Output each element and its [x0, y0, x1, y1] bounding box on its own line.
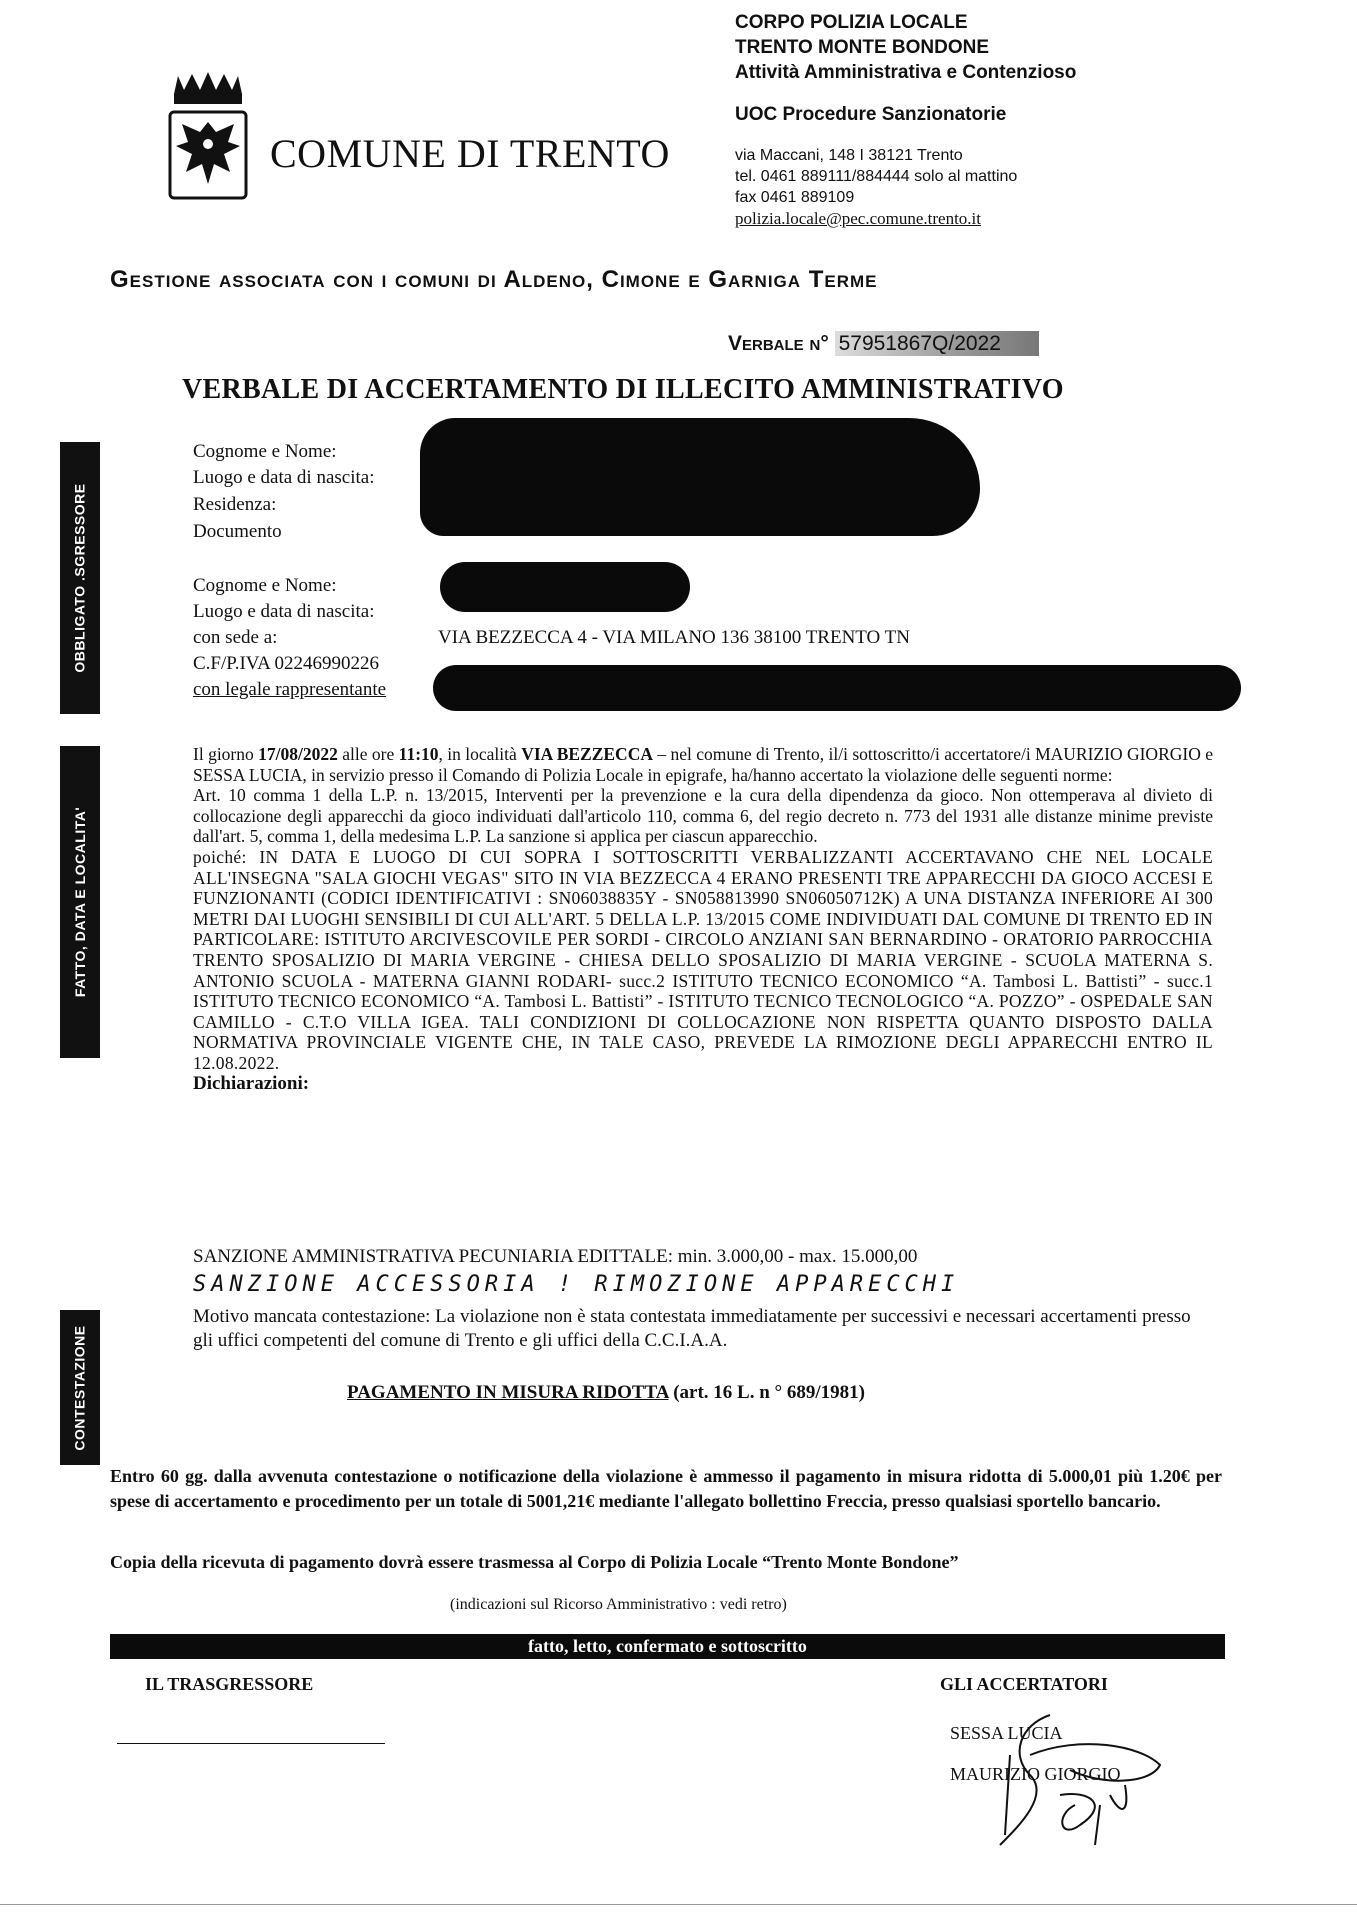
agency-line-1: CORPO POLIZIA LOCALE — [735, 12, 968, 33]
pagamento-heading: PAGAMENTO IN MISURA RIDOTTA (art. 16 L. n ° 689/1981) — [347, 1382, 865, 1403]
gestione-heading: Gestione associata con i comuni di Aldeno, Cimone e Garniga Terme — [110, 266, 878, 293]
trasgressore-signature-line — [117, 1743, 385, 1744]
fax-line: fax 0461 889109 — [735, 189, 855, 206]
address-block — [735, 145, 1017, 229]
tel-line: tel. 0461 889111/884444 solo al mattino — [735, 168, 1018, 185]
offender-document-label: Documento — [193, 521, 282, 542]
accertatore-1: SESSA LUCIA — [950, 1723, 1063, 1743]
sanzione-edittale: SANZIONE AMMINISTRATIVA PECUNIARIA EDITTALE: min. 3.000,00 - max. 15.000,00 — [193, 1246, 918, 1267]
verbale-number-value: 57951867Q/2022 — [835, 331, 1039, 356]
fatto-poiche: poiché: IN DATA E LUOGO DI CUI SOPRA I SOTTOSCRITTI VERBALIZZANTI ACCERTAVANO CHE NEL LOCALE ALL'INSEGNA "SALA GIOCHI VEGAS" SITO IN VIA BEZZECCA 4 ERANO PRESENTI TRE APPARECCHI DA GIOCO ACCESI E FUNZIONANTI (CODICI IDENTIFICATIVI : SN06038835Y - SN058813990 SN06050712K) A UNA DISTANZA INFERIORE AI 300 METRI DAI LUOGHI SENSIBILI DI CUI ALL'ART. 5 DELLA L.P. 13/2015 COME INDIVIDUATI DAL COMUNE DI TRENTO ED IN PARTICOLARE: ISTITUTO ARCIVESCOVILE PER SORDI - CIRCOLO ANZIANI SAN BERNARDINO - ORATORIO PARROCCHIA TRENTO SPOSALIZIO DI MARIA VERGINE - CHIESA DELLO SPOSALIZIO DI MARIA VERGINE - SCUOLA MATERNA S. ANTONIO SCUOLA - MATERNA GIANNI RODARI- succ.2 ISTITUTO TECNICO ECONOMICO “A. Tambosi L. Battisti” - succ.1 ISTITUTO TECNICO ECONOMICO “A. Tambosi L. Battisti” - ISTITUTO TECNICO TECNOLOGICO “A. POZZO” - OSPEDALE SAN CAMILLO - C.T.O VILLA IGEA. TALI CONDIZIONI DI COLLOCAZIONE NON RISPETTA QUANTO DISPOSTO DALLA NORMATIVA PROVINCIALE VIGENTE CHE, IN TALE CASO, PREVEDE LA RIMOZIONE DEGLI APPARECCHI ENTRO IL 12.08.2022. — [193, 846, 1213, 1073]
obbligato-sede-value: VIA BEZZECCA 4 - VIA MILANO 136 38100 TRENTO TN — [438, 627, 911, 648]
obbligato-cf-piva: C.F/P.IVA 02246990226 — [193, 653, 380, 674]
payment-terms: Entro 60 gg. dalla avvenuta contestazione o notificazione della violazione è ammesso il pagamento in misura ridotta di 5.000,01 più 1.20€ per spese di accertamento e procedimento per un totale di 5001,21€ mediante l'allegato bollettino Freccia, presso qualsiasi sportello bancario. — [110, 1466, 1222, 1511]
payment-copy-note: Copia della ricevuta di pagamento dovrà essere trasmessa al Corpo di Polizia Locale “Trento Monte Bondone” — [110, 1552, 959, 1572]
agency-line-3: Attività Amministrativa e Contenzioso — [735, 62, 1077, 83]
offender-name-label: Cognome e Nome: — [193, 441, 337, 462]
ricorso-note: (indicazioni sul Ricorso Amministrativo : vedi retro) — [450, 1596, 787, 1613]
obbligato-legale-label: con legale rappresentante — [193, 679, 387, 700]
pec-link[interactable]: polizia.locale@pec.comune.trento.it — [735, 209, 982, 228]
verbale-title: VERBALE DI ACCERTAMENTO DI ILLECITO AMMINISTRATIVO — [182, 374, 1064, 405]
coat-of-arms-icon — [168, 72, 248, 202]
tab-contestazione: CONTESTAZIONE — [60, 1310, 100, 1465]
accertatore-2: MAURIZIO GIORGIO — [950, 1764, 1121, 1784]
tab-fatto: FATTO, DATA E LOCALITA' — [60, 746, 100, 1058]
offender-residence-label: Residenza: — [193, 494, 277, 515]
obbligato-name-label: Cognome e Nome: — [193, 575, 337, 596]
page-bottom-rule — [0, 1904, 1357, 1905]
offender-birth-label: Luogo e data di nascita: — [193, 467, 375, 488]
obbligato-birth-label: Luogo e data di nascita: — [193, 601, 375, 622]
obbligato-sede-label: con sede a: — [193, 627, 278, 648]
verbale-number-label: Verbale n° — [728, 332, 829, 355]
uoc-label: UOC Procedure Sanzionatorie — [735, 104, 1007, 125]
address-line: via Maccani, 148 I 38121 Trento — [735, 147, 963, 164]
handwritten-note: SANZIONE ACCESSORIA ! RIMOZIONE APPARECCHI — [193, 1272, 960, 1297]
redaction-obbligato-name — [440, 562, 690, 612]
dichiarazioni-label: Dichiarazioni: — [193, 1072, 310, 1094]
accertatori-label: GLI ACCERTATORI — [940, 1674, 1108, 1694]
footer-bar: fatto, letto, confermato e sottoscritto — [110, 1634, 1225, 1659]
fatto-body — [193, 744, 1213, 1094]
verbale-number — [728, 332, 1039, 356]
fatto-intro: Il giorno 17/08/2022 alle ore 11:10, in località VIA BEZZECCA – nel comune di Trento, il/i sottoscritto/i accertatore/i MAURIZIO GIORGIO e SESSA LUCIA, in servizio presso il Comando di Polizia Locale in epigrafe, ha/hanno accertato la violazione delle seguenti norme: — [193, 744, 1213, 785]
redaction-legale — [433, 665, 1241, 711]
tab-trasgressore: OBBLIGATO .SGRESSORE — [60, 442, 100, 714]
redaction-offender — [420, 418, 980, 536]
signature-icon — [960, 1695, 1180, 1855]
motivo-mancata-contestazione: Motivo mancata contestazione: La violazione non è stata contestata immediatamente per successivi e necessari accertamenti presso gli uffici competenti del comune di Trento e gli uffici della C.C.I.A.A. — [193, 1306, 1191, 1351]
trasgressore-label: IL TRASGRESSORE — [145, 1674, 314, 1694]
agency-block — [735, 10, 1076, 85]
fatto-article: Art. 10 comma 1 della L.P. n. 13/2015, Interventi per la prevenzione e la cura della dipendenza da gioco. Non ottemperava al divieto di collocazione degli apparecchi da gioco individuati dall'articolo 110, comma 6, del regio decreto n. 773 del 1931 alle distanze minime previste dall'art. 5, comma 1, della medesima L.P. La sanzione si applica per ciascun apparecchio. — [193, 785, 1213, 847]
comune-title: COMUNE DI TRENTO — [270, 131, 670, 176]
agency-line-2: TRENTO MONTE BONDONE — [735, 37, 990, 58]
